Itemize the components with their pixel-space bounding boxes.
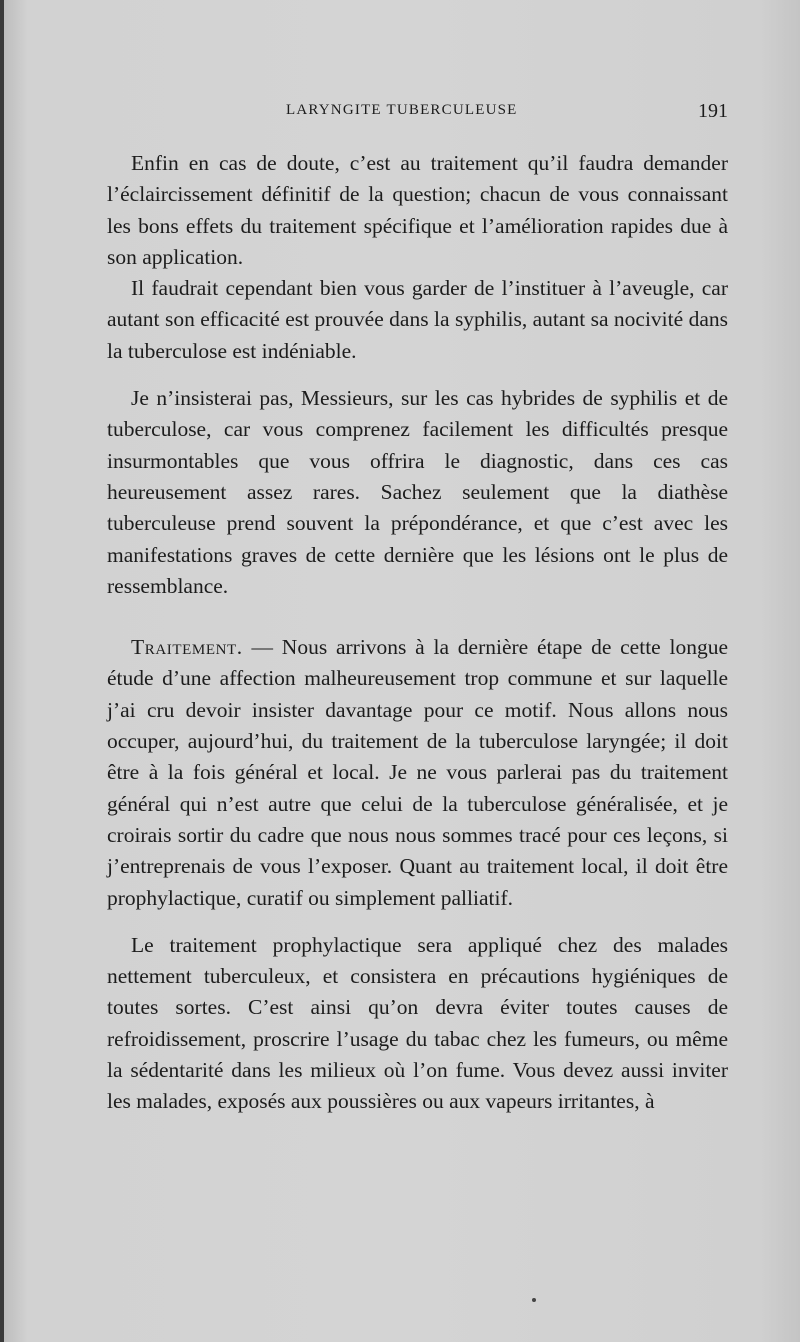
- section-heading: Traitement.: [131, 635, 243, 660]
- paragraph-doubt: Enfin en cas de doute, c’est au traitement qu’il faudra demander l’éclaircissement définitif de la question; chacun de vous connaissant les bons effets du traitement spécifique et l’amélioration rapides due à son application.: [107, 151, 728, 269]
- running-head: [104, 100, 728, 128]
- page-number: 191: [698, 100, 728, 122]
- section-text: — Nous arrivons à la dernière étape de cette longue étude d’une affection malheureusement trop commune et sur laquelle j’ai cru devoir insister davantage pour ce motif. Nous allons nous occuper, aujourd’hui, du traitement de la tuberculose laryngée; il doit être à la fois général et local. Je ne vous parlerai pas du traitement général qui n’est autre que celui de la tuberculose généralisée, et je croirais sortir du cadre que nous nous sommes tracé pour ces leçons, si j’entreprenais de vous l’exposer. Quant au traitement local, il doit être prophylactique, curatif ou simplement palliatif.: [107, 635, 728, 910]
- print-speck: [532, 1298, 536, 1302]
- body-text: [107, 148, 728, 1118]
- paragraph-caution: Il faudrait cependant bien vous garder de l’instituer à l’aveugle, car autant son efficacité est prouvée dans la syphilis, autant sa nocivité dans la tuberculose est indéniable.: [107, 276, 728, 363]
- book-page: [4, 0, 800, 1342]
- running-title: LARYNGITE TUBERCULEUSE: [286, 102, 518, 118]
- paragraph-hybrid-cases: Je n’insisterai pas, Messieurs, sur les cas hybrides de syphilis et de tuberculose, car vous comprenez facilement les difficultés presque insurmontables que vous offrira le diagnostic, dans ces cas heureusement assez rares. Sachez seulement que la diathèse tuberculeuse prend souvent la prépondérance, et que c’est avec les manifestations graves de cette dernière que les lésions ont le plus de ressemblance.: [107, 386, 728, 598]
- paragraph-treatment: [107, 632, 728, 914]
- paragraph-prophylaxis: Le traitement prophylactique sera appliqué chez des malades nettement tuberculeux, et consistera en précautions hygiéniques de toutes sortes. C’est ainsi qu’on devra éviter toutes causes de refroidissement, proscrire l’usage du tabac chez les fumeurs, ou même la sédentarité dans les milieux où l’on fume. Vous devez aussi inviter les malades, exposés aux poussières ou aux vapeurs irritantes, à: [107, 932, 728, 1114]
